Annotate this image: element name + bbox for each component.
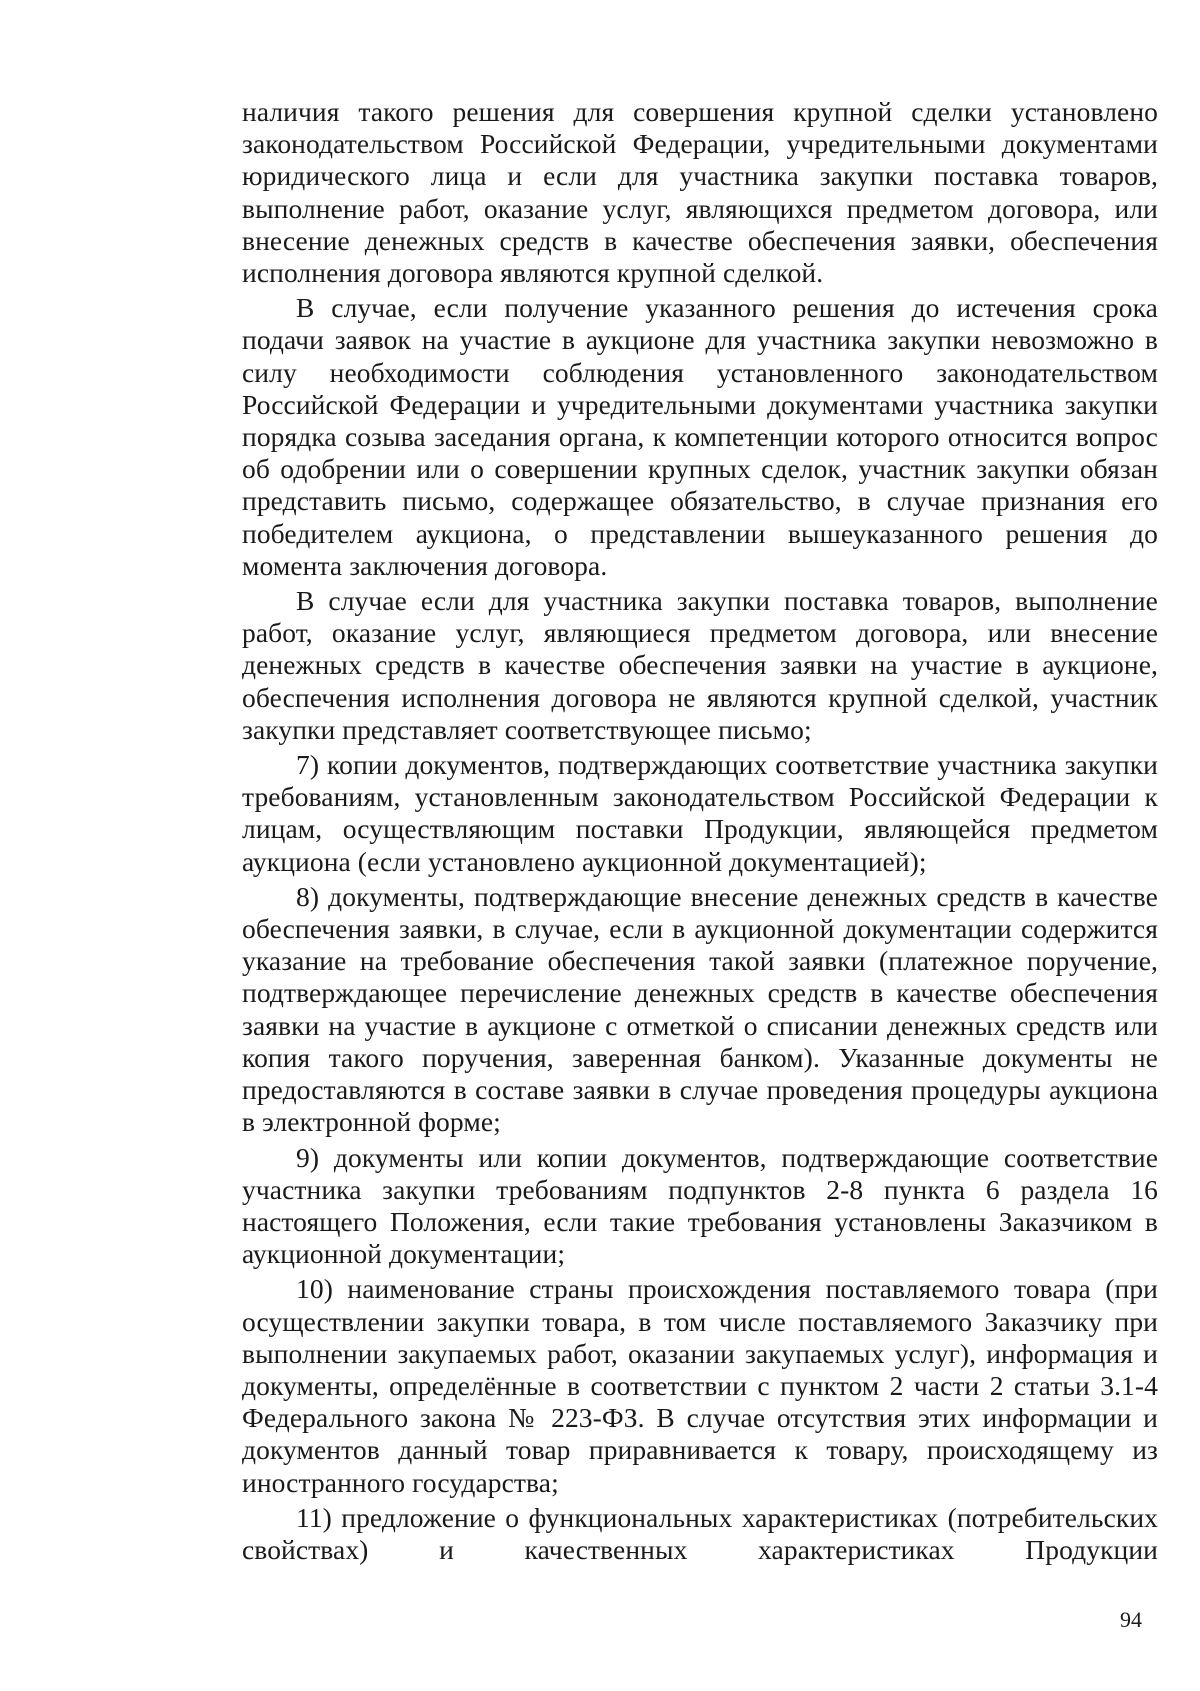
list-item-10: 10) наименование страны происхождения поставляемого товара (при осуществлении закупки товара, в том числе поставляемого Заказчику при выполнении закупаемых работ, оказании закупаемых услуг), информация и документы, определённые в соответствии с пунктом 2 части 2 статьи 3.1-4 Федерального закона № 223-ФЗ. В случае отсутствия этих информации и документов данный товар приравнивается к товару, происходящему из иностранного государства; bbox=[242, 1273, 1158, 1498]
page-number: 94 bbox=[1120, 1607, 1142, 1632]
list-item-7: 7) копии документов, подтверждающих соответствие участника закупки требованиям, установленным законодательством Российской Федерации к лицам, осуществляющим поставки Продукции, являющейся предметом аукциона (если установлено аукционной документацией); bbox=[242, 749, 1158, 877]
paragraph-large-deal-approval: В случае, если получение указанного решения до истечения срока подачи заявок на участие в аукционе для участника закупки невозможно в силу необходимости соблюдения установленного законодательством Российской Федерации и учредительными документами участника закупки порядка созыва заседания органа, к компетенции которого относится вопрос об одобрении или о совершении крупных сделок, участник закупки обязан представить письмо, содержащее обязательство, в случае признания его победителем аукциона, о представлении вышеуказанного решения до момента заключения договора. bbox=[242, 292, 1158, 581]
list-item-8: 8) документы, подтверждающие внесение денежных средств в качестве обеспечения заявки, в случае, если в аукционной документации содержится указание на требование обеспечения такой заявки (платежное поручение, подтверждающее перечисление денежных средств в качестве обеспечения заявки на участие в аукционе с отметкой о списании денежных средств или копия такого поручения, заверенная банком). Указанные документы не предоставляются в составе заявки в случае проведения процедуры аукциона в электронной форме; bbox=[242, 880, 1158, 1138]
list-item-11: 11) предложение о функциональных характеристиках (потребительских свойствах) и качественных характеристиках Продукции bbox=[242, 1501, 1158, 1565]
paragraph-continuation: наличия такого решения для совершения крупной сделки установлено законодательством Российской Федерации, учредительными документами юридического лица и если для участника закупки поставка товаров, выполнение работ, оказание услуг, являющихся предметом договора, или внесение денежных средств в качестве обеспечения заявки, обеспечения исполнения договора являются крупной сделкой. bbox=[242, 96, 1158, 289]
paragraph-not-large-deal: В случае если для участника закупки поставка товаров, выполнение работ, оказание услуг, являющиеся предметом договора, или внесение денежных средств в качестве обеспечения заявки на участие в аукционе, обеспечения исполнения договора не являются крупной сделкой, участник закупки представляет соответствующее письмо; bbox=[242, 585, 1158, 745]
document-body bbox=[242, 96, 1158, 1569]
list-item-9: 9) документы или копии документов, подтверждающие соответствие участника закупки требованиям подпунктов 2-8 пункта 6 раздела 16 настоящего Положения, если такие требования установлены Заказчиком в аукционной документации; bbox=[242, 1141, 1158, 1270]
